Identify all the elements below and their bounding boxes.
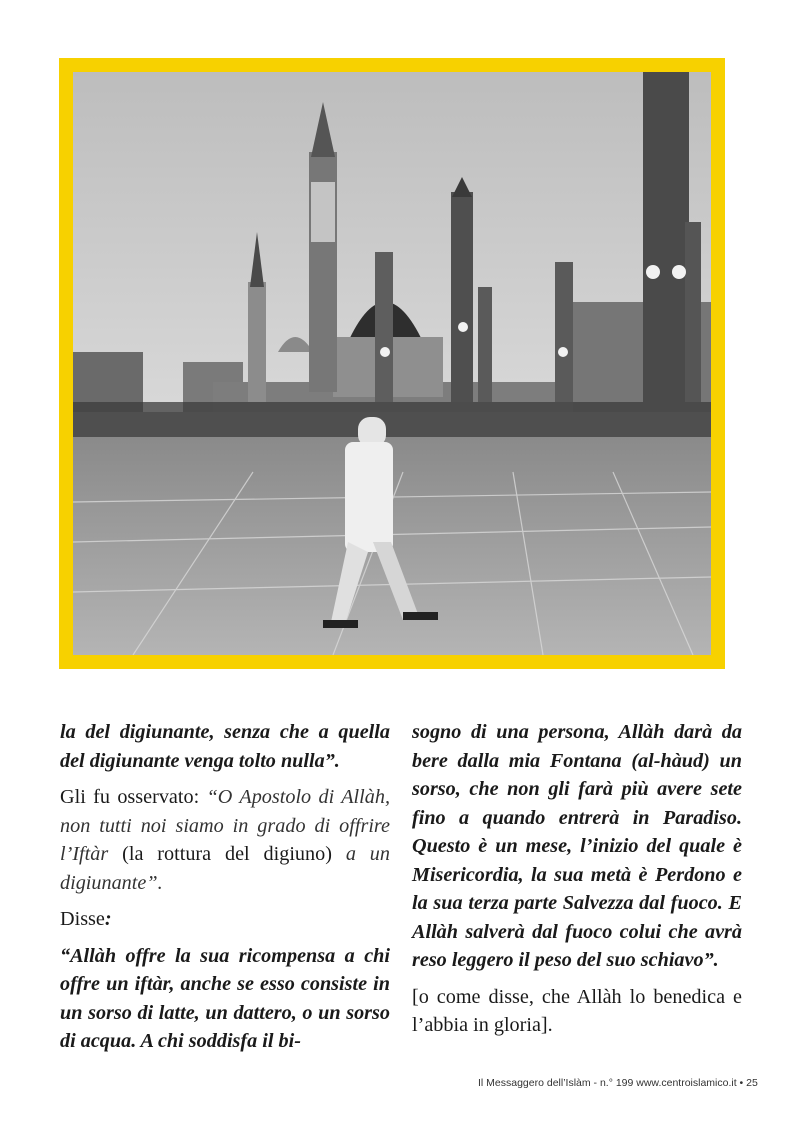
mosque-courtyard-photo [73, 72, 711, 655]
paragraph-hadith-start: “Allàh offre la sua ricompensa a chi offre un iftàr, anche se esso consiste in un sorso di latte, un dattero, o un sorso di acqua. A chi soddisfa il bi- [60, 944, 390, 1052]
paragraph-observation [60, 783, 390, 897]
observation-intro: Gli fu osservato: [60, 786, 207, 808]
paragraph-said [60, 905, 390, 934]
said-colon: : [104, 908, 112, 930]
observation-quote: “O Apostolo di Allàh, non tutti noi siamo in grado di offrire l’Iftàr [60, 786, 390, 865]
paragraph-hadith-continuation: sogno di una persona, Allàh darà da bere dalla mia Fontana (al-hàud) un sorso, che non gli farà più avere sete fino a quando entrerà in Paradiso. Questo è un mese, l’inizio del quale è Misericordia, la sua metà è Perdono e la sua terza parte Salvezza dal fuoco. E Allàh salverà dal fuoco colui che avrà reso leggero il peso del suo schiavo”. [412, 721, 742, 971]
text-column-right [412, 718, 742, 1048]
said-word: Disse [60, 908, 105, 930]
text-column-left [60, 718, 390, 1064]
observation-gloss: (la rottura del digiuno) [108, 843, 346, 865]
photo-frame [59, 58, 725, 669]
mosque-photo-illustration [73, 72, 711, 655]
observation-quote-end: a un digiunante”. [60, 843, 390, 894]
paragraph-blessing: [o come disse, che Allàh lo benedica e l’abbia in gloria]. [412, 985, 742, 1036]
paragraph-hadith-end: la del digiunante, senza che a quella del digiunante venga tolto nulla”. [60, 721, 390, 772]
page-footer: Il Messaggero dell’Islàm - n.° 199 www.centroislamico.it • 25 [478, 1077, 758, 1089]
